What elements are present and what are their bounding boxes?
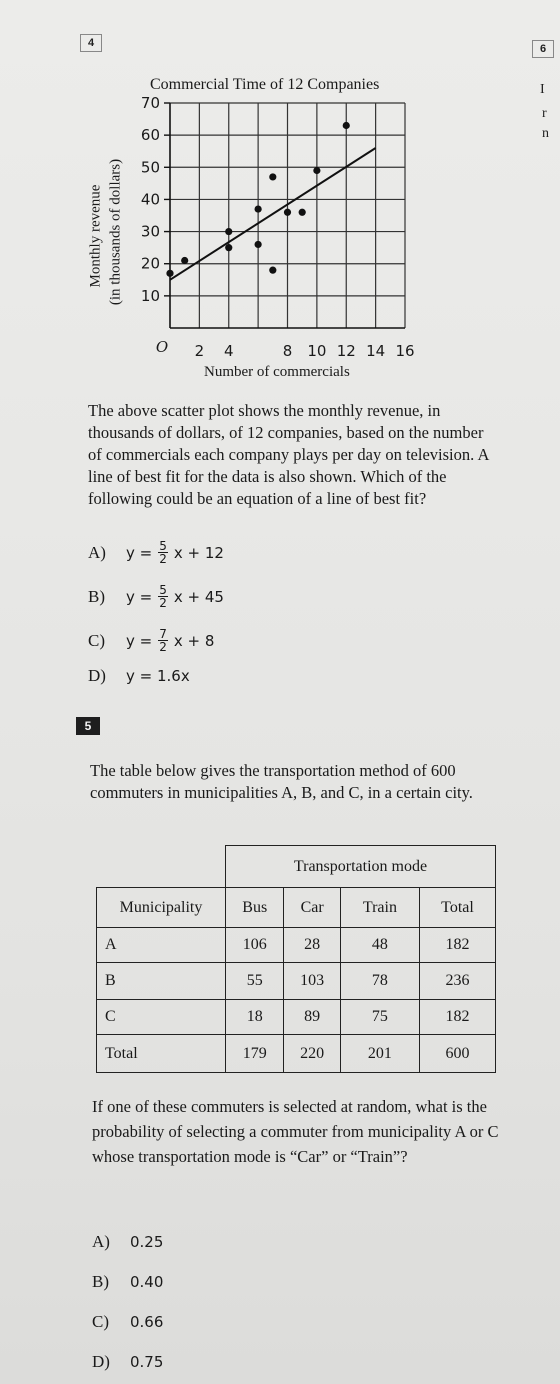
- q4-choice-d[interactable]: D) y = 1.6x: [88, 666, 190, 685]
- q5-question-text: If one of these commuters is selected at random, what is the probability of selecting a commuter from municipality A or C whose transportation mode is “Car” or “Train”?: [92, 1097, 499, 1166]
- data-point: [181, 257, 188, 264]
- y-tick-label: 40: [140, 190, 160, 209]
- y-tick-label: 30: [140, 222, 160, 241]
- table-col-train: Train: [340, 888, 419, 928]
- right-page-glyph-1: I: [540, 82, 545, 97]
- chart-title: Commercial Time of 12 Companies: [150, 76, 380, 93]
- table-col-total: Total: [419, 888, 495, 928]
- transportation-table: [96, 845, 496, 1073]
- q4-choice-a-letter: A): [88, 542, 106, 562]
- q4-question-text: The above scatter plot shows the monthly revenue, in thousands of dollars, of 12 companies, based on the number of commercials each company plays per day on television. A line of best fit for the data is also shown. Which of the following could be an equation of a line of best fit?: [88, 401, 489, 508]
- table-corner: [97, 846, 226, 888]
- data-point: [255, 241, 262, 248]
- data-point: [313, 167, 320, 174]
- data-point: [255, 205, 262, 212]
- page-number-right: 6: [532, 40, 554, 58]
- q4-choice-c-letter: C): [88, 630, 105, 650]
- table-row: A 106 28 48 182: [97, 928, 496, 963]
- data-point: [225, 244, 232, 251]
- y-tick-label: 20: [140, 254, 160, 273]
- page-number-left: 4: [80, 34, 102, 52]
- x-tick-label: 10: [307, 342, 327, 360]
- right-page-glyph-3: n: [542, 126, 549, 141]
- q4-choice-b-letter: B): [88, 586, 105, 606]
- x-tick-label: 16: [395, 342, 415, 360]
- q5-choice-c[interactable]: C) 0.66: [92, 1312, 164, 1331]
- q5-intro-text: The table below gives the transportation method of 600 commuters in municipalities A, B, and C, in a certain city.: [90, 761, 473, 802]
- q4-choice-c[interactable]: C) y = $\frac{7}{2}$ x + 8: [88, 627, 215, 654]
- table-row: Total 179 220 201 600: [97, 1035, 496, 1073]
- data-point: [269, 267, 276, 274]
- x-tick-label: 14: [366, 342, 386, 360]
- data-point: [284, 209, 291, 216]
- q5-number-badge: 5: [76, 717, 100, 735]
- y-tick-label: 50: [140, 158, 160, 177]
- q5-choice-d[interactable]: D) 0.75: [92, 1352, 164, 1371]
- x-tick-label: 12: [336, 342, 356, 360]
- x-axis-label: Number of commercials: [204, 364, 350, 380]
- table-row: B 55 103 78 236: [97, 963, 496, 1000]
- right-page-glyph-2: r: [542, 106, 547, 121]
- origin-label: O: [155, 338, 169, 356]
- q4-choice-b[interactable]: B) y = $\frac{5}{2}$ x + 45: [88, 583, 224, 610]
- y-tick-label: 10: [140, 286, 160, 305]
- table-group-header: Transportation mode: [226, 846, 496, 888]
- y-tick-label: 70: [140, 94, 160, 112]
- q5-choice-a[interactable]: A) 0.25: [92, 1232, 164, 1251]
- x-tick-label: 4: [223, 342, 234, 360]
- data-point: [166, 270, 173, 277]
- x-tick-label: 2: [194, 342, 205, 360]
- q4-choice-a[interactable]: A) y = $\frac{5}{2}$ x + 12: [88, 539, 224, 566]
- data-point: [269, 173, 276, 180]
- table-row: C 18 89 75 182: [97, 1000, 496, 1035]
- data-point: [343, 122, 350, 129]
- table-col-car: Car: [284, 888, 340, 928]
- data-point: [225, 228, 232, 235]
- data-point: [299, 209, 306, 216]
- scatter-plot: [0, 0, 560, 380]
- y-tick-label: 60: [140, 126, 160, 145]
- x-tick-label: 8: [282, 342, 293, 360]
- table-col-bus: Bus: [226, 888, 284, 928]
- table-row-header: Municipality: [97, 888, 226, 928]
- q4-choice-d-letter: D): [88, 666, 106, 685]
- q5-choice-b[interactable]: B) 0.40: [92, 1272, 164, 1291]
